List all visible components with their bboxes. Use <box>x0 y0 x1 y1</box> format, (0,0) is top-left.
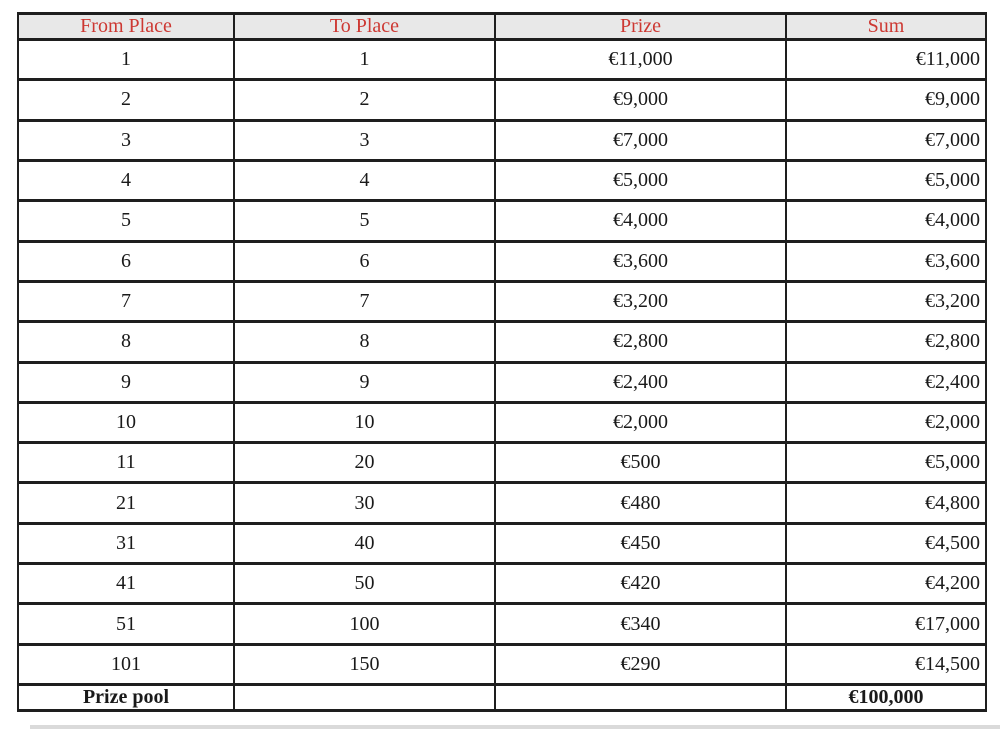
from-place-cell: 101 <box>18 644 234 684</box>
from-place-cell: 21 <box>18 483 234 523</box>
to-place-cell: 2 <box>234 80 495 120</box>
sum-cell: €2,800 <box>786 322 986 362</box>
from-place-cell: 10 <box>18 402 234 442</box>
to-place-cell: 30 <box>234 483 495 523</box>
from-place-cell: 2 <box>18 80 234 120</box>
table-row <box>18 120 986 160</box>
prize-cell: €340 <box>495 604 786 644</box>
sum-cell: €4,000 <box>786 201 986 241</box>
prize-pool-total: €100,000 <box>786 685 986 711</box>
prize-pool-label: Prize pool <box>18 685 234 711</box>
table-row <box>18 644 986 684</box>
to-place-cell: 20 <box>234 443 495 483</box>
sum-cell: €9,000 <box>786 80 986 120</box>
prize-cell: €2,400 <box>495 362 786 402</box>
table-row <box>18 362 986 402</box>
from-place-cell: 1 <box>18 40 234 80</box>
prize-distribution-table <box>17 12 987 712</box>
sum-cell: €5,000 <box>786 160 986 200</box>
prize-cell: €420 <box>495 564 786 604</box>
prize-cell: €2,800 <box>495 322 786 362</box>
to-place-cell: 150 <box>234 644 495 684</box>
from-place-cell: 3 <box>18 120 234 160</box>
sum-cell: €14,500 <box>786 644 986 684</box>
from-place-cell: 7 <box>18 281 234 321</box>
sum-cell: €4,200 <box>786 564 986 604</box>
to-place-cell: 40 <box>234 523 495 563</box>
table-header-row <box>18 14 986 40</box>
prize-cell: €2,000 <box>495 402 786 442</box>
table-row <box>18 443 986 483</box>
from-place-cell: 5 <box>18 201 234 241</box>
to-place-cell: 8 <box>234 322 495 362</box>
prize-cell: €500 <box>495 443 786 483</box>
prize-cell: €5,000 <box>495 160 786 200</box>
table-row <box>18 322 986 362</box>
table-row <box>18 604 986 644</box>
header-prize: Prize <box>495 14 786 40</box>
to-place-cell: 1 <box>234 40 495 80</box>
table-row <box>18 281 986 321</box>
sum-cell: €2,400 <box>786 362 986 402</box>
sum-cell: €5,000 <box>786 443 986 483</box>
sum-cell: €11,000 <box>786 40 986 80</box>
from-place-cell: 41 <box>18 564 234 604</box>
to-place-cell: 4 <box>234 160 495 200</box>
prize-cell: €3,600 <box>495 241 786 281</box>
table-row <box>18 402 986 442</box>
from-place-cell: 4 <box>18 160 234 200</box>
table-row <box>18 523 986 563</box>
prize-cell: €7,000 <box>495 120 786 160</box>
from-place-cell: 9 <box>18 362 234 402</box>
sum-cell: €4,800 <box>786 483 986 523</box>
to-place-cell: 9 <box>234 362 495 402</box>
prize-pool-prize-cell <box>495 685 786 711</box>
header-to-place: To Place <box>234 14 495 40</box>
from-place-cell: 31 <box>18 523 234 563</box>
table-row <box>18 483 986 523</box>
sum-cell: €7,000 <box>786 120 986 160</box>
from-place-cell: 6 <box>18 241 234 281</box>
table-row <box>18 241 986 281</box>
from-place-cell: 11 <box>18 443 234 483</box>
table-row <box>18 201 986 241</box>
header-from-place: From Place <box>18 14 234 40</box>
sum-cell: €4,500 <box>786 523 986 563</box>
prize-cell: €9,000 <box>495 80 786 120</box>
to-place-cell: 50 <box>234 564 495 604</box>
sum-cell: €17,000 <box>786 604 986 644</box>
sum-cell: €3,200 <box>786 281 986 321</box>
table-row <box>18 40 986 80</box>
prize-pool-row <box>18 685 986 711</box>
prize-cell: €11,000 <box>495 40 786 80</box>
prize-cell: €480 <box>495 483 786 523</box>
table-row <box>18 80 986 120</box>
to-place-cell: 3 <box>234 120 495 160</box>
to-place-cell: 5 <box>234 201 495 241</box>
sum-cell: €3,600 <box>786 241 986 281</box>
prize-cell: €4,000 <box>495 201 786 241</box>
to-place-cell: 100 <box>234 604 495 644</box>
prize-pool-to-cell <box>234 685 495 711</box>
table-body <box>18 40 986 685</box>
from-place-cell: 8 <box>18 322 234 362</box>
header-sum: Sum <box>786 14 986 40</box>
to-place-cell: 6 <box>234 241 495 281</box>
table-row <box>18 564 986 604</box>
from-place-cell: 51 <box>18 604 234 644</box>
table-row <box>18 160 986 200</box>
prize-cell: €450 <box>495 523 786 563</box>
to-place-cell: 10 <box>234 402 495 442</box>
prize-cell: €290 <box>495 644 786 684</box>
prize-cell: €3,200 <box>495 281 786 321</box>
to-place-cell: 7 <box>234 281 495 321</box>
sum-cell: €2,000 <box>786 402 986 442</box>
page-bottom-shadow <box>30 725 1000 729</box>
